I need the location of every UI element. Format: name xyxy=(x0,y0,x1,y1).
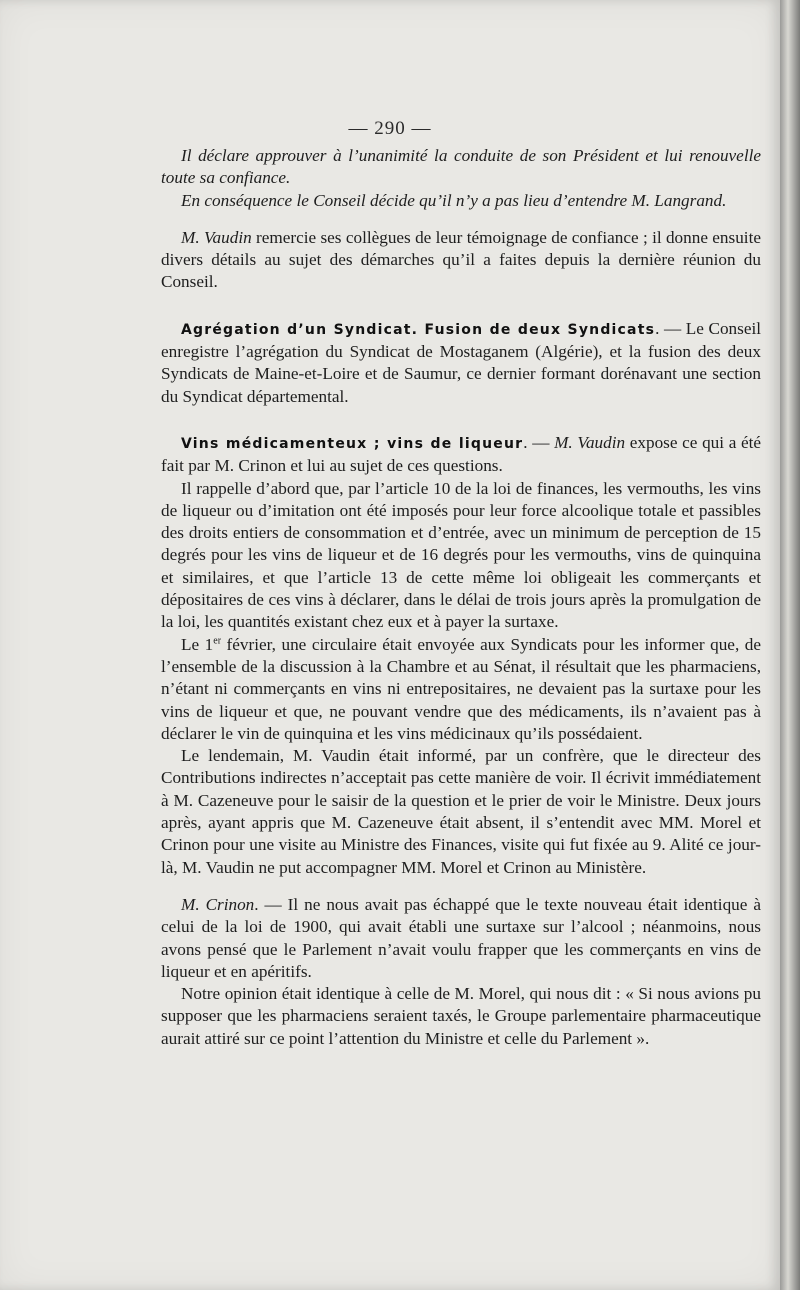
section-heading: Agrégation d’un Syndicat. Fusion de deux Syndicats xyxy=(181,321,656,338)
book-spine-edge xyxy=(780,0,800,1290)
paragraph-vins xyxy=(161,432,761,478)
body-text xyxy=(161,145,761,1050)
superscript: er xyxy=(213,634,222,646)
paragraph-text: . — Il ne nous avait pas échappé que le texte nouveau était identique à celui de la loi de 1900, qui avait établi une surtaxe sur l’alcool ; néanmoins, nous avons pensé que le Parlement n’avait voulu frapper que les commerçants en vins de liqueur et en apéritifs. xyxy=(161,894,761,981)
paragraph-decision: En conséquence le Conseil décide qu’il n’y a pas lieu d’entendre M. Langrand. xyxy=(181,190,727,210)
paragraph-text: . — Le Conseil enregistre l’agrégation du Syndicat de Mostaganem (Algérie), et la fusion des deux Syndicats de Maine-et-Loire et de Saumur, ce dernier formant dorénavant une section du Syndicat départemental. xyxy=(161,318,761,406)
paragraph-approval: Il déclare approuver à l’unanimité la conduite de son Président et lui renouvelle toute sa confiance. xyxy=(161,146,761,188)
paragraph-circulaire xyxy=(161,634,761,745)
paragraph-text: Le 1 xyxy=(181,634,214,654)
paragraph-aggregation xyxy=(161,318,761,408)
paragraph-crinon xyxy=(161,894,761,983)
speaker-name: M. Vaudin xyxy=(181,227,252,247)
paragraph-text: expose ce qui a été fait par M. Crinon et lui au sujet de ces questions. xyxy=(161,432,762,476)
separator: . — xyxy=(523,432,555,452)
speaker-name: M. Vaudin xyxy=(554,432,626,452)
section-heading: Vins médicamenteux ; vins de liqueur xyxy=(181,435,524,452)
paragraph-opinion: Notre opinion était identique à celle de M. Morel, qui nous dit : « Si nous avions pu supposer que les pharmaciens seraient taxés, le Groupe parlementaire pharmaceutique aurait attiré sur ce point l’attention du Ministre et celle du Parlement ». xyxy=(161,984,761,1048)
paragraph-text: février, une circulaire était envoyée aux Syndicats pour les informer que, de l’ensemble de la discussion à la Chambre et au Sénat, il résultait que les pharmaciens, n’étant ni commerçants en vins ni entrepositaires, ne devaient pas la surtaxe pour les vins de liqueur et que, ne pouvant vendre que des médicaments, ils n’avaient pas à déclarer le vin de quinquina et les vins médicinaux qu’ils possédaient. xyxy=(161,634,761,743)
speaker-name: M. Crinon xyxy=(181,894,255,914)
paragraph-article-10: Il rappelle d’abord que, par l’article 10 de la loi de finances, les vermouths, les vins de liqueur ou d’imitation ont été imposés pour leur force alcoolique totale et passibles des droits entiers de consommation et d’entrée, avec un minimum de perception de 15 degrés pour les vins de liqueur et de 16 degrés pour les vermouths, vins de quinquina et similaires, et que l’article 13 de cette même loi obligeait les commerçants et dépositaires de ces vins à déclarer, dans le délai de trois jours après la promulgation de la loi, les quantités existant chez eux et à payer la surtaxe. xyxy=(161,478,761,632)
paragraph-vaudin-thanks xyxy=(161,227,761,294)
paragraph-lendemain: Le lendemain, M. Vaudin était informé, par un confrère, que le directeur des Contributions indirectes n’acceptait pas cette manière de voir. Il écrivit immédiatement à M. Cazeneuve pour le saisir de la question et le prier de voir le Ministre. Deux jours après, ayant appris que M. Cazeneuve était absent, il s’entendit avec MM. Morel et Crinon pour une visite au Ministre des Finances, visite qui fut fixée au 9. Alité ce jour-là, M. Vaudin ne put accompagner MM. Morel et Crinon au Ministère. xyxy=(161,746,761,877)
paragraph-text: remercie ses collègues de leur témoignage de confiance ; il donne ensuite divers détails au sujet des démarches qu’il a faites depuis la dernière réunion du Conseil. xyxy=(161,227,761,292)
page-number: — 290 — xyxy=(348,118,432,139)
